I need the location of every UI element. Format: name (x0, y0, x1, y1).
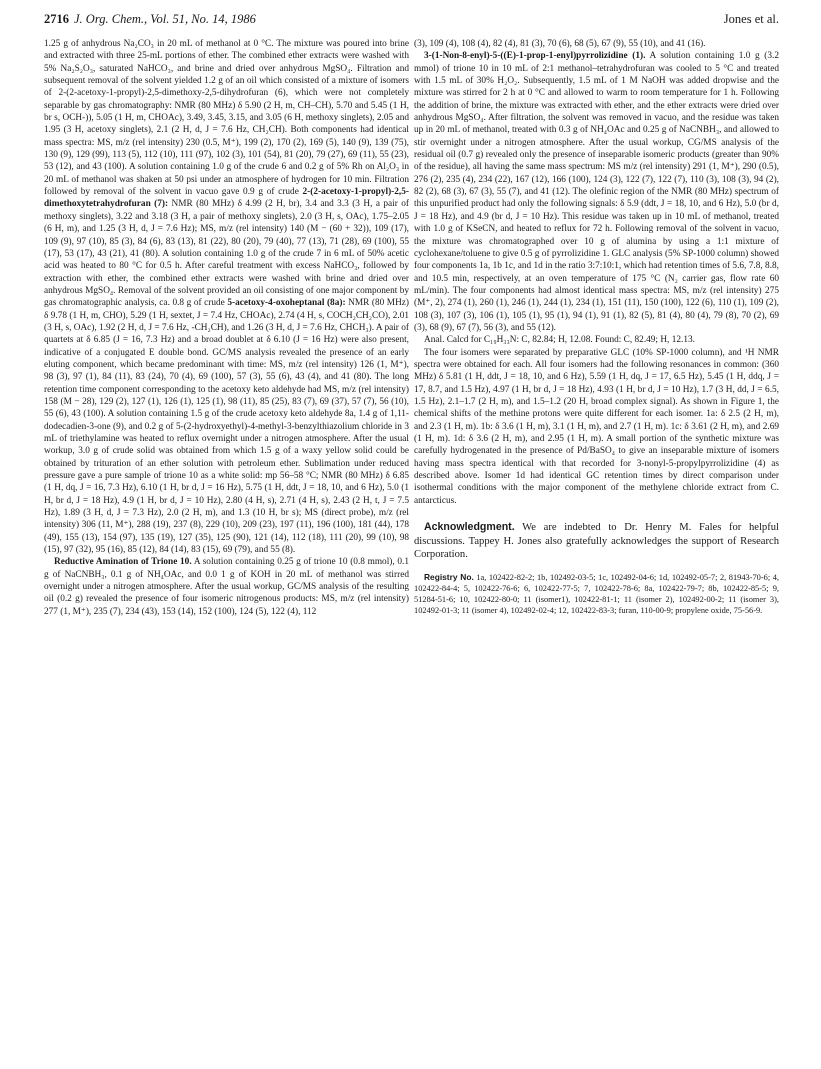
page-number: 2716 (44, 12, 69, 26)
journal-citation: J. Org. Chem., Vol. 51, No. 14, 1986 (74, 12, 256, 26)
registry-text: 1a, 102422-82-2; 1b, 102492-03-5; 1c, 102492-04-6; 1d, 102492-05-7; 2, 81943-70-6; 4, 102422-84-4; 5, 102422-76-6; 6, 102422-77-5; 7, 102422-78-6; 8a, 102422-79-7; 8b, 102422-85-5; 9, 51284-51-6; 10, 102422-80-0; 11 (isomer1), 102422-81-1; 11 (isomer 2), 102492-00-2; 11 (isomer 3), 102492-01-3; 11 (isomer 4), 102492-02-4; 12, 102422-83-3; furan, 110-00-9; propylene oxide, 75-56-9. (414, 572, 779, 616)
compound-name: 5-acetoxy-4-oxoheptanal (8a): (227, 298, 346, 309)
paragraph-text: NMR (80 MHz) δ 9.78 (1 H, m, CHO), 5.29 (1 H, sextet, J = 7.4 Hz, CHOAc), 2.74 (4 H, s, COCH₂CH₂CO), 2.01 (3 H, s, OAc), 1.92 (2 H, d, J = 7.6 Hz, -CH₂CH), and 1.26 (3 H, d, J = 7.6 Hz, CHCH₃). A pair of quartets at δ 6.85 (J = 16, 7.3 Hz) and a broad doublet at δ 6.10 (J = 16 Hz) were also present, indicative of a conjugated E double bond. GC/MS analysis revealed the presence of an early eluting component, which became predominant with time: MS, m/z (rel intensity) 126 (1, M⁺), 98 (3), 97 (1), 84 (11), 83 (24), 70 (4), 69 (100), 57 (3), 55 (6), 43 (4), and 41 (80). The long retention time component corresponding to the acetoxy keto aldehyde had MS, m/z (rel intensity) 158 (M − 28), 129 (2), 127 (1), 126 (1), 125 (1), 98 (11), 85 (25), 83 (7), 69 (37), 57 (7), 56 (10), 55 (6), 43 (100). A solution containing 1.5 g of the crude acetoxy keto aldehyde 8a, 1.4 g of 1,11-dodecadien-3-one (9), and 0.2 g of 5-(2-hydroxyethyl)-4-methyl-3-benzylthiazolium chloride in 3 mL of triethylamine was heated to reflux overnight under a nitrogen atmosphere. After the usual workup, 3.0 g of crude solid was obtained from which 1.5 g of a waxy yellow solid could be obtained by trituration of an ether solution with petroleum ether. Sublimation under reduced pressure gave a pure sample of trione 10 as a white solid: mp 56–58 °C; NMR (80 MHz) δ 6.85 (1 H, dq, J = 16, 7.3 Hz), 6.10 (1 H, br d, J = 16 Hz), 5.75 (1 H, ddt, J = 18, 10, and 6 Hz), 5.0 (1 H, br d, J = 18 Hz), 4.9 (1 H, br d, J = 10 Hz), 2.80 (4 H, s), 2.71 (4 H, s), 2.43 (2 H, t, J = 7.5 Hz), 1.89 (3 H, d, J = 7.3 Hz), 2.0 (2 H, m), and 1.3 (10 H, br s); MS (direct probe), m/z (rel intensity) 306 (11, M⁺), 288 (19), 237 (8), 229 (10), 209 (23), 197 (11), 196 (100), 181 (44), 178 (49), 155 (13), 154 (97), 135 (19), 127 (35), 125 (90), 121 (14), 112 (18), 111 (20), 99 (10), 98 (15), 97 (32), 95 (16), 85 (12), 84 (14), 83 (15), 69 (79), and 55 (8). (44, 298, 410, 556)
experimental-paragraph (44, 38, 409, 556)
compound-heading: 3-(1-Non-8-enyl)-5-((E)-1-prop-1-enyl)pyrrolizidine (1). (424, 51, 646, 62)
acknowledgment-heading: Acknowledgment. (424, 521, 515, 534)
left-column (44, 38, 409, 618)
registry-numbers (414, 572, 779, 617)
paragraph-text: 1.25 g of anhydrous Na₂CO₃ in 20 mL of methanol at 0 °C. The mixture was poured into brine and extracted with three 25-mL portions of ether. The combined ether extracts were washed with 5% Na₂S₂O₃, saturated NaHCO₃, and brine and dried over anhydrous MgSO₄. Filtration and subsequent removal of the solvent yielded 1.2 g of an oil which consisted of a mixture of isomers of 2-(2-acetoxy-1-propyl)-2,5-dimethoxy-2,5-dihydrofuran (6), which were not completely separable by gas chromatography: NMR (80 MHz) δ 5.90 (2 H, m, CH–CH), 5.70 and 5.45 (1 H, br s, OCH-)), 5.05 (1 H, m, CHOAc), 3.49, 3.45, 3.15, and 3.05 (6 H, methoxy singlets), 2.05 and 1.95 (3 H, acetoxy singlets), 2.1 (2 H, d, J = 7.6 Hz, CH₂CH). Both components had identical mass spectra: MS, m/z (rel intensity) 230 (0.5, M⁺), 199 (2), 170 (2), 169 (5), 140 (9), 139 (75), 130 (9), 129 (99), 113 (5), 112 (10), 111 (97), 102 (3), 101 (54), 81 (20), 79 (27), 69 (11), 55 (23), 53 (12), and 43 (100). A solution containing 1.0 g of the crude 6 and 0.2 g of 5% Rh on Al₂O₃ in 20 mL of methanol was shaken at 50 psi under an atmosphere of hydrogen for 10 min. Filtration followed by removal of the solvent in vacuo gave 0.9 g of crude (44, 39, 409, 198)
section-heading: Reductive Amination of Trione 10. (54, 557, 192, 568)
acknowledgment-text: We are indebted to Dr. Henry M. Fales for helpful discussions. Tappey H. Jones also gratefully acknowledges the support of Research Corporation. (414, 522, 779, 561)
page-header (44, 12, 779, 32)
analysis-paragraph: Anal. Calcd for C₁₉H₃₃N: C, 82.84; H, 12.08. Found: C, 82.49; H, 12.13. (424, 335, 695, 346)
paragraph-text: A solution containing 1.0 g (3.2 mmol) of trione 10 in 10 mL of 2:1 methanol–tetrahydrofuran was cooled to 5 °C and treated with 1.5 mL of 30% H₂O₂. Subsequently, 1.5 mL of 1 M NaOH was added dropwise and the mixture was stirred for 2 h at 0 °C and allowed to warm to room temperature for 1 h. Following the addition of brine, the mixture was extracted with ether, and the ether extracts were dried over anhydrous MgSO₄. After filtration, the solvent was removed in vacuo, and the residue was taken up in 20 mL of methanol, treated with 0.3 g of NH₄OAc and 0.25 g of NaCNBH₃, and allowed to stir overnight under a nitrogen atmosphere. After the usual workup, CG/MS analysis of the residual oil (0.7 g) revealed only the presence of inseparable isomeric products (greater than 90% of the residue), all having the same mass spectrum: MS m/z (rel intensity) 291 (1, M⁺), 290 (0.5), 276 (2), 235 (4), 234 (22), 167 (12), 166 (100), 124 (3), 122 (7), 122 (7), 110 (3), 108 (3), 94 (2), 82 (2), 68 (3), 67 (3), 55 (7), and 41 (12). The olefinic region of the NMR (80 MHz) spectrum of this unpurified product had only the following signals: δ 5.9 (ddt, J = 18, 10, and 6 Hz), 5.0 (br d, J = 18 Hz), and 4.9 (br d, J = 10 Hz). This residue was taken up in 10 mL of methanol, treated with 1.0 g of KSeCN, and heated to reflux for 72 h. Following removal of the solvent in vacuo, the mixture was chromatographed over 10 g of alumina by using a 1:1 mixture of cyclohexane/toluene to give 0.5 g of pyrrolizidine 1. GLC analysis (5% SP-1000 column) showed four components 1a, 1b 1c, and 1d in the ratio 3:7:10:1, which had retention times of 5.6, 7.8, 8.8, and 10.5 min, respectively, at an oven temperature of 175 °C (N₂ carrier gas, flow rate 60 mL/min). The four components had almost identical mass spectra: MS, m/z (rel intensity) 275 (M⁺, 2), 274 (1), 260 (1), 246 (1), 244 (1), 234 (1), 151 (11), 150 (100), 122 (6), 110 (1), 109 (2), 108 (3), 107 (3), 106 (1), 105 (1), 95 (1), 94 (1), 91 (1), 82 (5), 81 (4), 80 (4), 79 (8), 70 (2), 69 (3), 68 (9), 67 (7), 56 (3), and 55 (12). (414, 51, 779, 333)
compound-name: 2-(2-acetoxy-1-propyl)-2,5-dimethoxytetrahydrofuran (7): (44, 187, 409, 210)
isomer-paragraph: The four isomers were separated by preparative GLC (10% SP-1000 column), and ¹H NMR spectra were obtained for each. All four isomers had the following resonances in common: (360 MHz) δ 5.81 (1 H, ddt, J = 18, 10, and 6 Hz), 5.59 (1 H, dq, J = 17, 6.5 Hz), 5.45 (1 H, ddq, J = 17, 8.7, and 1.5 Hz), 4.97 (1 H, br d, J = 18 Hz), 4.93 (1 H, br d, J = 10 Hz), 1.7 (3 H, dd, J = 6.5, 1.5 Hz), 2.1–1.7 (2 H, m), and 1.5–1.2 (20 H, broad complex signal). As shown in Figure 1, the chemical shifts of the methine protons were quite different for each isomer. 1a: δ 2.5 (2 H, m), and 2.3 (1 H, m). 1b: δ 3.6 (1 H, m), 3.1 (1 H, m), and 2.7 (1 H, m). 1c: δ 3.61 (2 H, m), and 2.69 (1 H, m). 1d: δ 3.6 (2 H, m), and 2.95 (1 H, m). A small portion of the synthetic mixture was carefully hydrogenated in the presence of Pd/BaSO₄ to give an inseparable mixture of isomers having mass spectra identical with that recorded for 3-nonyl-5-propylpyrrolizidine (4) as described above. Isomer 1d had identical GC retention times by direct comparison under isothermal conditions with the major component of the methylene chloride extract from C. antarcticus. (414, 347, 779, 506)
paragraph-text: A solution containing 0.25 g of trione 10 (0.8 mmol), 0.1 g of NaCNBH₃, 0.1 g of NH₄OAc, and 0.0 1 g of KOH in 20 mL of methanol was stirred overnight under a nitrogen atmosphere. After the usual workup, GC/MS analysis of the resulting oil (0.2 g) revealed the presence of four isomeric nitrogenous products: MS, m/z (rel intensity) 277 (1, M⁺), 235 (7), 234 (43), 153 (14), 152 (100), 124 (5), 122 (4), 112 (44, 557, 409, 617)
continued-paragraph: (3), 109 (4), 108 (4), 82 (4), 81 (3), 70 (6), 68 (5), 67 (9), 55 (10), and 41 (16). (414, 39, 706, 49)
paragraph-text: NMR (80 MHz) δ 4.99 (2 H, br), 3.4 and 3.3 (3 H, a pair of methoxy singlets), 3.22 and 3.18 (3 H, a pair of methoxy singlets), 2.0 (3 H, s, OAc), 1.75–2.05 (6 H, m), and 1.25 (3 H, d, J = 7.6 Hz); MS, m/z (rel intensity) 140 (M − (60 + 32)), 109 (17), 109 (9), 97 (10), 85 (3), 84 (6), 83 (13), 81 (22), 80 (20), 79 (40), 77 (13), 71 (28), 69 (100), 55 (17), 53 (17), 43 (21), 41 (80). A solution containing 1.0 g of the crude 7 in 6 mL of 50% acetic acid was heated to 80 °C for 0.5 h. After careful treatment with excess NaHCO₃, followed by extraction with ether, the combined ether extracts were washed with brine and dried over anhydrous MgSO₄. Removal of the solvent provided an oil consisting of one major component by gas chromatographic analysis, ca. 0.8 g of crude (44, 199, 410, 309)
running-authors: Jones et al. (723, 12, 779, 26)
right-column (414, 38, 779, 616)
reductive-amination-paragraph (44, 556, 409, 618)
registry-heading: Registry No. (424, 571, 474, 582)
acknowledgment (414, 521, 779, 562)
pyrrolizidine-paragraph (414, 50, 779, 334)
